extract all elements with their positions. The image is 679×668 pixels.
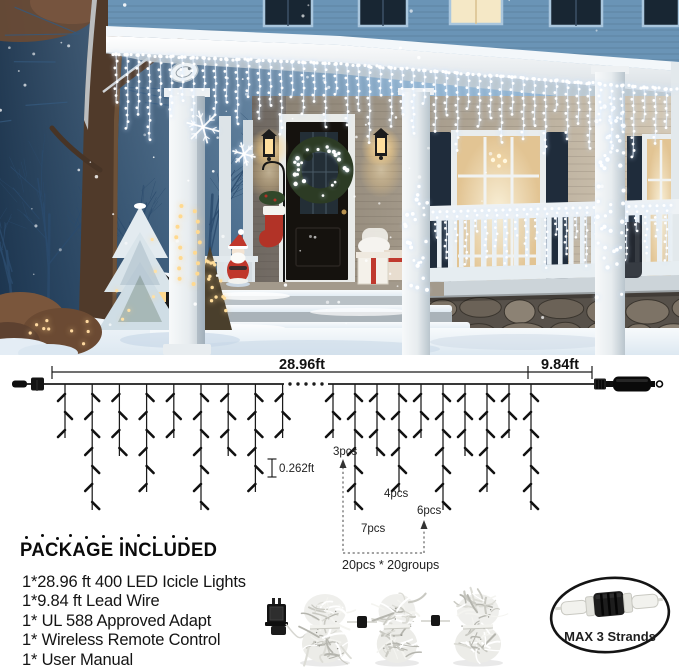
package-item: 1* UL 588 Approved Adapt <box>22 611 212 630</box>
package-included-section <box>20 540 320 668</box>
drop-count-3: 3pcs <box>333 446 358 458</box>
arrow-up-icon <box>340 459 347 468</box>
female-connector <box>12 378 44 392</box>
strand-connector <box>347 616 377 628</box>
package-item: 1* Wireless Remote Control <box>22 631 221 650</box>
group-count-label: 20pcs * 20groups <box>342 558 440 572</box>
icicle-drops <box>58 384 538 510</box>
upper-window-lit <box>450 0 502 24</box>
package-item-list <box>22 573 320 668</box>
porch-column <box>398 88 434 355</box>
front-door <box>279 114 355 288</box>
package-item: 1* User Manual <box>22 650 133 668</box>
led-spacing-label: 0.262ft <box>279 463 315 475</box>
max-strands-label: MAX 3 Strands <box>564 629 656 644</box>
package-item: 1*9.84 ft Lead Wire <box>22 592 160 611</box>
drop-count-6: 6pcs <box>417 505 442 517</box>
upper-window <box>264 0 312 26</box>
porch-sconce <box>361 127 401 167</box>
package-item: 1*28.96 ft 400 LED Icicle Lights <box>22 573 246 591</box>
power-adapter-plug <box>594 377 663 392</box>
arrow-up-icon <box>421 520 428 529</box>
upper-window <box>550 0 602 26</box>
strand-connector <box>421 615 450 626</box>
connector-closeup-inset <box>548 573 672 657</box>
upper-window <box>643 0 679 26</box>
door-handle <box>342 210 347 215</box>
light-bundle-images <box>299 588 508 667</box>
total-length-label: 28.96ft <box>279 357 325 373</box>
drop-count-7: 7pcs <box>361 523 386 535</box>
snow-speckles-decoration <box>25 536 28 539</box>
drop-count-4: 4pcs <box>384 488 409 500</box>
lead-wire-label: 9.84ft <box>541 357 579 373</box>
spacing-bracket <box>268 459 277 477</box>
upper-window <box>359 0 407 26</box>
package-title: PACKAGE INCLUDED <box>20 540 218 561</box>
